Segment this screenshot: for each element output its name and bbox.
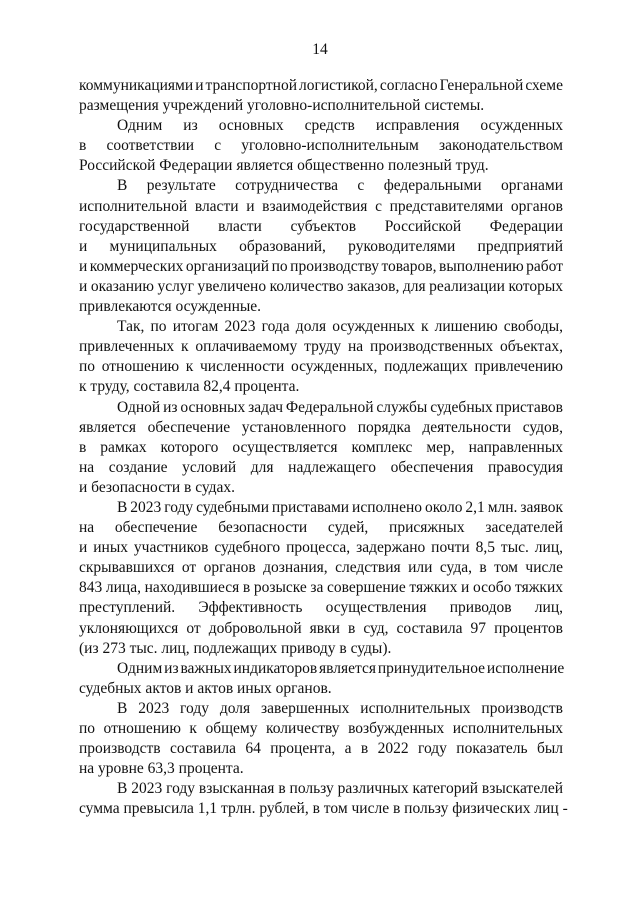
paragraph-line: В результате сотрудничества с федеральными органами <box>117 177 563 195</box>
paragraph-line: размещения учреждений уголовно-исполнительной системы. <box>79 97 485 115</box>
paragraph-line: на уровне 63,3 процента. <box>79 760 244 778</box>
paragraph-line: Российской Федерации является общественно полезный труд. <box>79 157 489 175</box>
paragraph <box>79 779 568 819</box>
paragraph-line: коммуникациями и транспортной логистикой, согласно Генеральной схеме <box>79 77 563 94</box>
paragraph-line: 843 лица, находившиеся в розыске за совершение тяжких и особо тяжких <box>79 579 563 597</box>
paragraph <box>79 116 563 176</box>
paragraph <box>79 498 563 659</box>
paragraph-line: Одним из основных средств исправления осужденных <box>117 117 563 135</box>
paragraph <box>79 176 563 317</box>
paragraph-line: к труду, составила 82,4 процента. <box>79 378 300 396</box>
paragraph-line: Одним из важных индикаторов является принудительное исполнение <box>117 659 565 677</box>
paragraph-line: и безопасности в судах. <box>79 478 236 496</box>
paragraph-line: судебных актов и актов иных органов. <box>79 679 332 697</box>
paragraph-line: и иных участников судебного процесса, задержано почти 8,5 тыс. лиц, <box>79 539 563 557</box>
paragraph-line: государственной власти субъектов Российской Федерации <box>79 217 563 235</box>
paragraph-line: Одной из основных задач Федеральной службы судебных приставов <box>117 398 563 416</box>
paragraph-line: скрывавшихся от органов дознания, следствия или суда, в том числе <box>79 559 563 577</box>
paragraph-line: привлеченных к оплачиваемому труду на производственных объектах, <box>79 338 563 356</box>
paragraph <box>79 699 563 779</box>
paragraph-line: В 2023 году доля завершенных исполнительных производств <box>117 699 563 717</box>
document-body <box>79 76 568 819</box>
page-number: 14 <box>312 41 328 58</box>
paragraph-line: привлекаются осужденные. <box>79 298 262 316</box>
paragraph-line: исполнительной власти и взаимодействия с представителями органов <box>79 197 563 215</box>
paragraph <box>79 398 563 498</box>
paragraph-line: на обеспечение безопасности судей, присяжных заседателей <box>79 519 563 537</box>
paragraph-line: в соответствии с уголовно-исполнительным законодательством <box>79 137 563 155</box>
paragraph-line: и коммерческих организаций по производству товаров, выполнению работ <box>79 257 563 275</box>
paragraph-line: и оказанию услуг увеличено количество заказов, для реализации которых <box>79 277 563 295</box>
paragraph-line: является обеспечение установленного порядка деятельности судов, <box>79 418 563 436</box>
paragraph-line: и муниципальных образований, руководителями предприятий <box>79 237 563 255</box>
paragraph <box>79 659 563 699</box>
paragraph-line: преступлений. Эффективность осуществления приводов лиц, <box>79 599 563 617</box>
paragraph-line: уклоняющихся от добровольной явки в суд, составила 97 процентов <box>79 619 563 637</box>
paragraph-line: по отношению к общему количеству возбужденных исполнительных <box>79 720 563 737</box>
paragraph-line: В 2023 году взысканная в пользу различных категорий взыскателей <box>117 780 563 798</box>
paragraph-line: сумма превысила 1,1 трлн. рублей, в том числе в пользу физических лиц - <box>79 800 568 818</box>
paragraph-line: на создание условий для надлежащего обеспечения правосудия <box>79 458 563 476</box>
paragraph-line: производств составила 64 процента, а в 2022 году показатель был <box>79 740 563 758</box>
paragraph-line: в рамках которого осуществляется комплекс мер, направленных <box>79 438 563 456</box>
paragraph-line: по отношению к численности осужденных, подлежащих привлечению <box>79 358 563 376</box>
paragraph-line: В 2023 году судебными приставами исполнено около 2,1 млн. заявок <box>117 498 563 516</box>
paragraph <box>79 76 563 116</box>
paragraph-line: (из 273 тыс. лиц, подлежащих приводу в суды). <box>79 639 392 657</box>
paragraph-line: Так, по итогам 2023 года доля осужденных к лишению свободы, <box>117 318 563 336</box>
paragraph <box>79 317 563 397</box>
